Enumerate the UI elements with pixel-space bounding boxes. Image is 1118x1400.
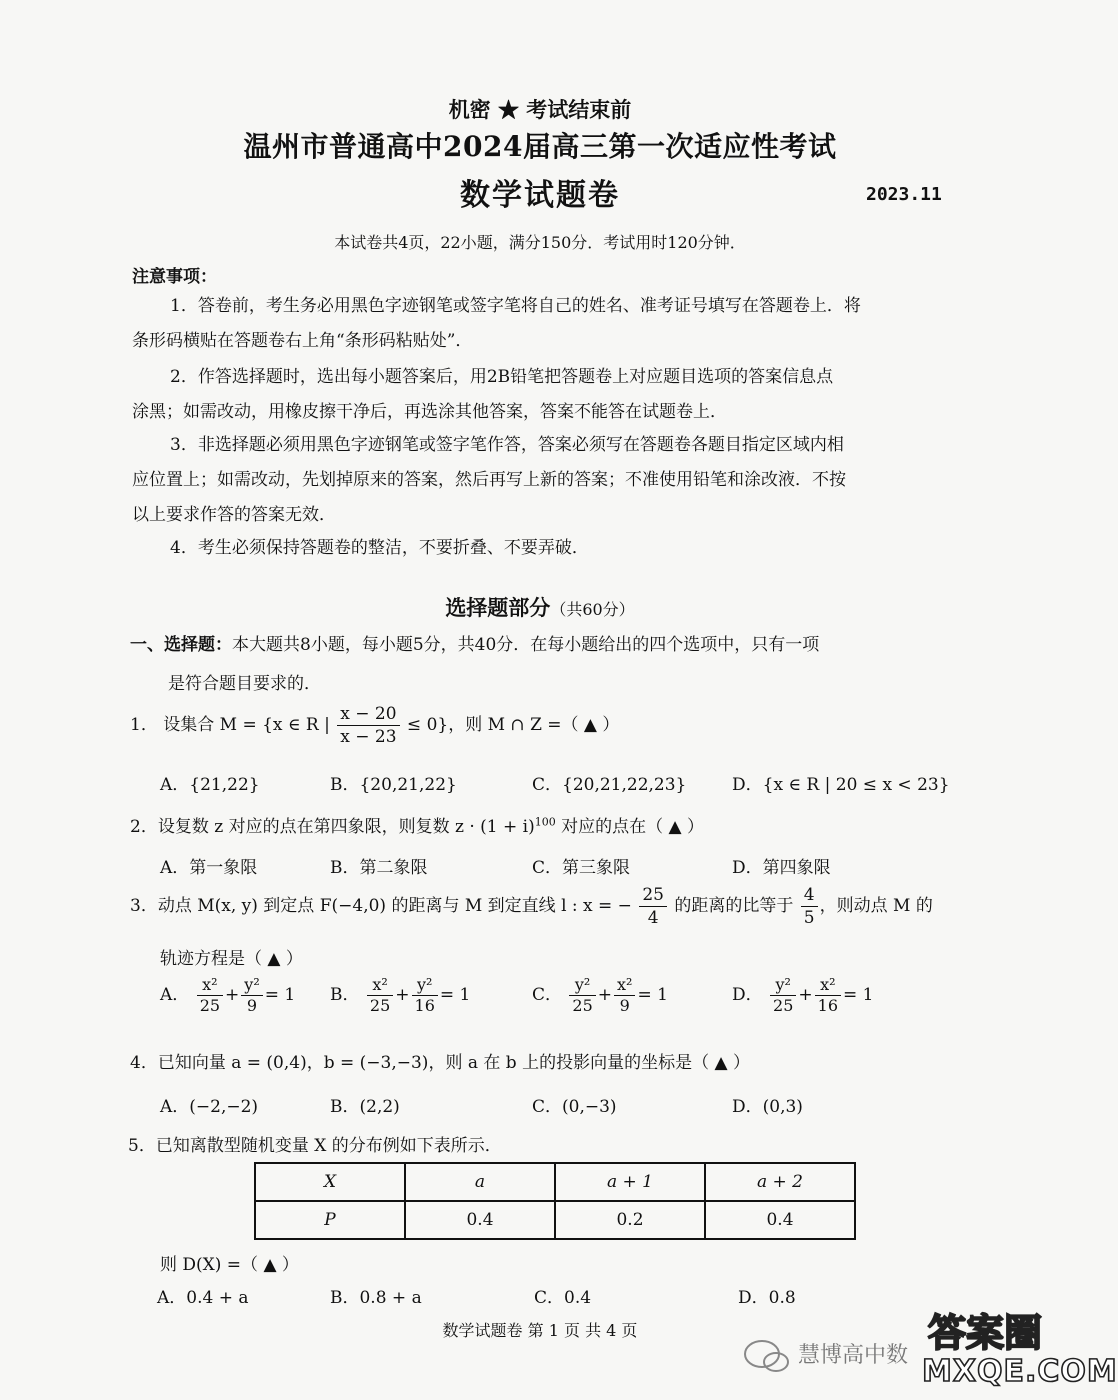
question-number: 2． xyxy=(130,817,158,837)
option-d[interactable]: D．0.8 xyxy=(738,1288,796,1308)
option-b[interactable]: B．0.8 + a xyxy=(330,1288,422,1308)
note-item xyxy=(132,531,589,566)
equation-rhs: = 1 xyxy=(843,985,874,1005)
question-text-post: ≤ 0}，则 M ∩ Z =（ ▲ ） xyxy=(406,715,620,735)
option-b[interactable]: B．第二象限 xyxy=(330,858,428,878)
fraction-numerator: x − 20 xyxy=(337,703,399,726)
question-2 xyxy=(130,812,704,837)
exam-info: 本试卷共4页，22小题，满分150分．考试用时120分钟． xyxy=(334,233,746,252)
table-cell: P xyxy=(255,1201,405,1239)
question-text: 已知离散型随机变量 X 的分布例如下表所示． xyxy=(155,1136,502,1156)
watermark xyxy=(732,1300,1118,1396)
table-cell: a + 1 xyxy=(555,1163,705,1201)
question-text-pre: 动点 M(x, y) 到定点 F(−4,0) 的距离与 M 到定直线 l : x = − xyxy=(157,896,632,916)
page-footer: 数学试题卷 第 1 页 共 4 页 xyxy=(442,1321,638,1340)
section-points: （共60分） xyxy=(550,600,635,619)
table-cell: 0.4 xyxy=(405,1201,555,1239)
question-5 xyxy=(128,1131,502,1156)
fraction xyxy=(639,884,667,929)
option-d[interactable]: D．(0,3) xyxy=(732,1097,803,1117)
fraction xyxy=(197,975,223,1016)
fraction-numerator: y² xyxy=(241,975,262,996)
notes-heading: 注意事项： xyxy=(132,267,217,287)
question-text-pre: 设集合 M = {x ∈ R | xyxy=(163,715,330,735)
note-line: 4．考生必须保持答题卷的整洁，不要折叠、不要弄破． xyxy=(170,538,589,558)
fraction xyxy=(801,884,818,929)
equation-rhs: = 1 xyxy=(439,985,471,1005)
option-c[interactable]: C．(0,−3) xyxy=(532,1097,617,1117)
fraction-numerator: x² xyxy=(614,975,635,996)
watermark-site: MXQE.COM xyxy=(922,1354,1118,1389)
fraction xyxy=(770,975,796,1016)
part-label: 一、选择题： xyxy=(130,635,232,655)
table-row xyxy=(255,1201,855,1239)
question-number: 4． xyxy=(130,1053,158,1073)
fraction-numerator: 25 xyxy=(639,884,667,907)
option-c[interactable]: C． $\frac{\text{y²}}{25}$ + $\frac{\text{x²}}{9}$ = 1 xyxy=(532,975,668,1015)
watermark-logo: 答案圈 xyxy=(928,1311,1043,1355)
question-3-line2: 轨迹方程是（ ▲ ） xyxy=(160,949,303,969)
option-a[interactable]: A． $\frac{\text{x²}}{25}$ + $\frac{\text{y²}}{9}$ = 1 xyxy=(160,975,296,1015)
part-instructions xyxy=(130,630,819,655)
option-b[interactable]: B．(2,2) xyxy=(330,1097,400,1117)
fraction-denominator: 25 xyxy=(773,996,794,1015)
fraction xyxy=(337,703,399,748)
option-b[interactable]: B． $\frac{\text{x²}}{25}$ + $\frac{\text{y²}}{16}$ = 1 xyxy=(330,975,471,1015)
section-heading xyxy=(0,592,1080,622)
option-d[interactable]: D．第四象限 xyxy=(732,858,831,878)
exam-date: 2023.11 xyxy=(866,184,942,205)
fraction-numerator: 4 xyxy=(801,884,818,907)
fraction xyxy=(815,975,841,1016)
note-line: 条形码横贴在答题卷右上角“条形码粘贴处”． xyxy=(132,331,473,351)
note-line: 3．非选择题必须用黑色字迹钢笔或签字笔作答，答案必须写在答题卷各题目指定区域内相 xyxy=(170,435,844,455)
option-c[interactable]: C．{20,21,22,23} xyxy=(532,775,687,795)
option-a[interactable]: A．(−2,−2) xyxy=(160,1097,259,1117)
option-d[interactable]: D． $\frac{\text{y²}}{25}$ + $\frac{\text{x²}}{16}$ = 1 xyxy=(732,975,874,1015)
note-line: 2．作答选择题时，选出每小题答案后，用2B铅笔把答题卷上对应题目选项的答案信息点 xyxy=(170,367,834,387)
table-cell: a + 2 xyxy=(705,1163,855,1201)
table-cell: X xyxy=(255,1163,405,1201)
question-text-pre: 设复数 z 对应的点在第四象限，则复数 z · (1 + i) xyxy=(157,817,535,837)
exponent: 100 xyxy=(534,815,556,829)
option-a[interactable]: A．第一象限 xyxy=(160,858,258,878)
part-instructions-cont: 是符合题目要求的． xyxy=(168,674,321,694)
note-item xyxy=(132,428,846,533)
option-c[interactable]: C．第三象限 xyxy=(532,858,631,878)
distribution-table xyxy=(254,1162,856,1240)
option-d[interactable]: D．{x ∈ R | 20 ≤ x < 23} xyxy=(732,775,950,795)
option-a[interactable]: A．{21,22} xyxy=(160,775,260,795)
exam-title: 温州市普通高中2024届高三第一次适应性考试 xyxy=(243,130,837,163)
note-item xyxy=(132,289,861,359)
fraction-numerator: y² xyxy=(569,975,595,996)
fraction-denominator: 25 xyxy=(572,996,593,1015)
option-a[interactable]: A．0.4 + a xyxy=(157,1288,249,1308)
fraction xyxy=(367,975,393,1016)
equation-rhs: = 1 xyxy=(264,985,296,1005)
fraction-denominator: 9 xyxy=(246,996,258,1015)
note-line: 应位置上；如需改动，先划掉原来的答案，然后再写上新的答案；不准使用铅笔和涂改液．不按 xyxy=(132,470,846,490)
watermark-source: 慧博高中数 xyxy=(798,1343,909,1368)
fraction xyxy=(614,975,635,1016)
note-line: 以上要求作答的答案无效． xyxy=(132,505,336,525)
fraction-numerator: y² xyxy=(770,975,796,996)
question-number: 1． xyxy=(130,715,158,735)
option-c[interactable]: C．0.4 xyxy=(534,1288,592,1308)
fraction-denominator: 5 xyxy=(803,908,815,928)
equation-rhs: = 1 xyxy=(637,985,668,1005)
question-1 xyxy=(130,703,619,748)
question-number: 3． xyxy=(130,896,158,916)
fraction-denominator: 25 xyxy=(369,996,391,1015)
section-title: 选择题部分 xyxy=(445,595,551,620)
confidential-label: 机密 ★ 考试结束前 xyxy=(448,97,632,122)
option-label: D． xyxy=(732,985,763,1005)
table-cell: a xyxy=(405,1163,555,1201)
paper-subtitle: 数学试题卷 xyxy=(460,178,620,213)
note-line: 1．答卷前，考生务必用黑色字迹钢笔或签字笔将自己的姓名、准考证号填写在答题卷上．将 xyxy=(170,296,861,316)
table-cell: 0.2 xyxy=(555,1201,705,1239)
fraction-denominator: 16 xyxy=(414,996,435,1015)
fraction-numerator: y² xyxy=(412,975,438,996)
question-number: 5． xyxy=(128,1136,156,1156)
option-label: B． xyxy=(330,985,360,1005)
option-b[interactable]: B．{20,21,22} xyxy=(330,775,457,795)
table-row xyxy=(255,1163,855,1201)
fraction-numerator: x² xyxy=(197,975,223,996)
option-label: A． xyxy=(160,985,190,1005)
question-3 xyxy=(130,884,933,929)
fraction-numerator: x² xyxy=(367,975,393,996)
fraction-denominator: 25 xyxy=(199,996,221,1015)
question-4 xyxy=(130,1048,750,1073)
part-text: 本大题共8小题，每小题5分，共40分．在每小题给出的四个选项中，只有一项 xyxy=(232,635,820,655)
table-cell: 0.4 xyxy=(705,1201,855,1239)
question-text-post: ，则动点 M 的 xyxy=(819,896,933,916)
fraction-denominator: 16 xyxy=(817,996,839,1015)
question-text-post: 对应的点在（ ▲ ） xyxy=(555,817,705,837)
question-5-ask: 则 D(X) =（ ▲ ） xyxy=(160,1255,299,1275)
fraction-denominator: x − 23 xyxy=(340,727,397,747)
fraction xyxy=(412,975,438,1016)
fraction xyxy=(569,975,595,1016)
fraction-denominator: 9 xyxy=(619,996,630,1015)
note-line: 涂黑；如需改动，用橡皮擦干净后，再选涂其他答案，答案不能答在试题卷上． xyxy=(132,402,727,422)
option-label: C． xyxy=(532,985,563,1005)
fraction-numerator: x² xyxy=(815,975,841,996)
question-text: 已知向量 a = (0,4)，b = (−3,−3)，则 a 在 b 上的投影向量的坐标是（ ▲ ） xyxy=(157,1053,750,1073)
question-text-mid: 的距离的比等于 xyxy=(674,896,794,916)
fraction-denominator: 4 xyxy=(647,908,659,928)
note-item xyxy=(132,360,833,430)
fraction xyxy=(241,975,262,1016)
